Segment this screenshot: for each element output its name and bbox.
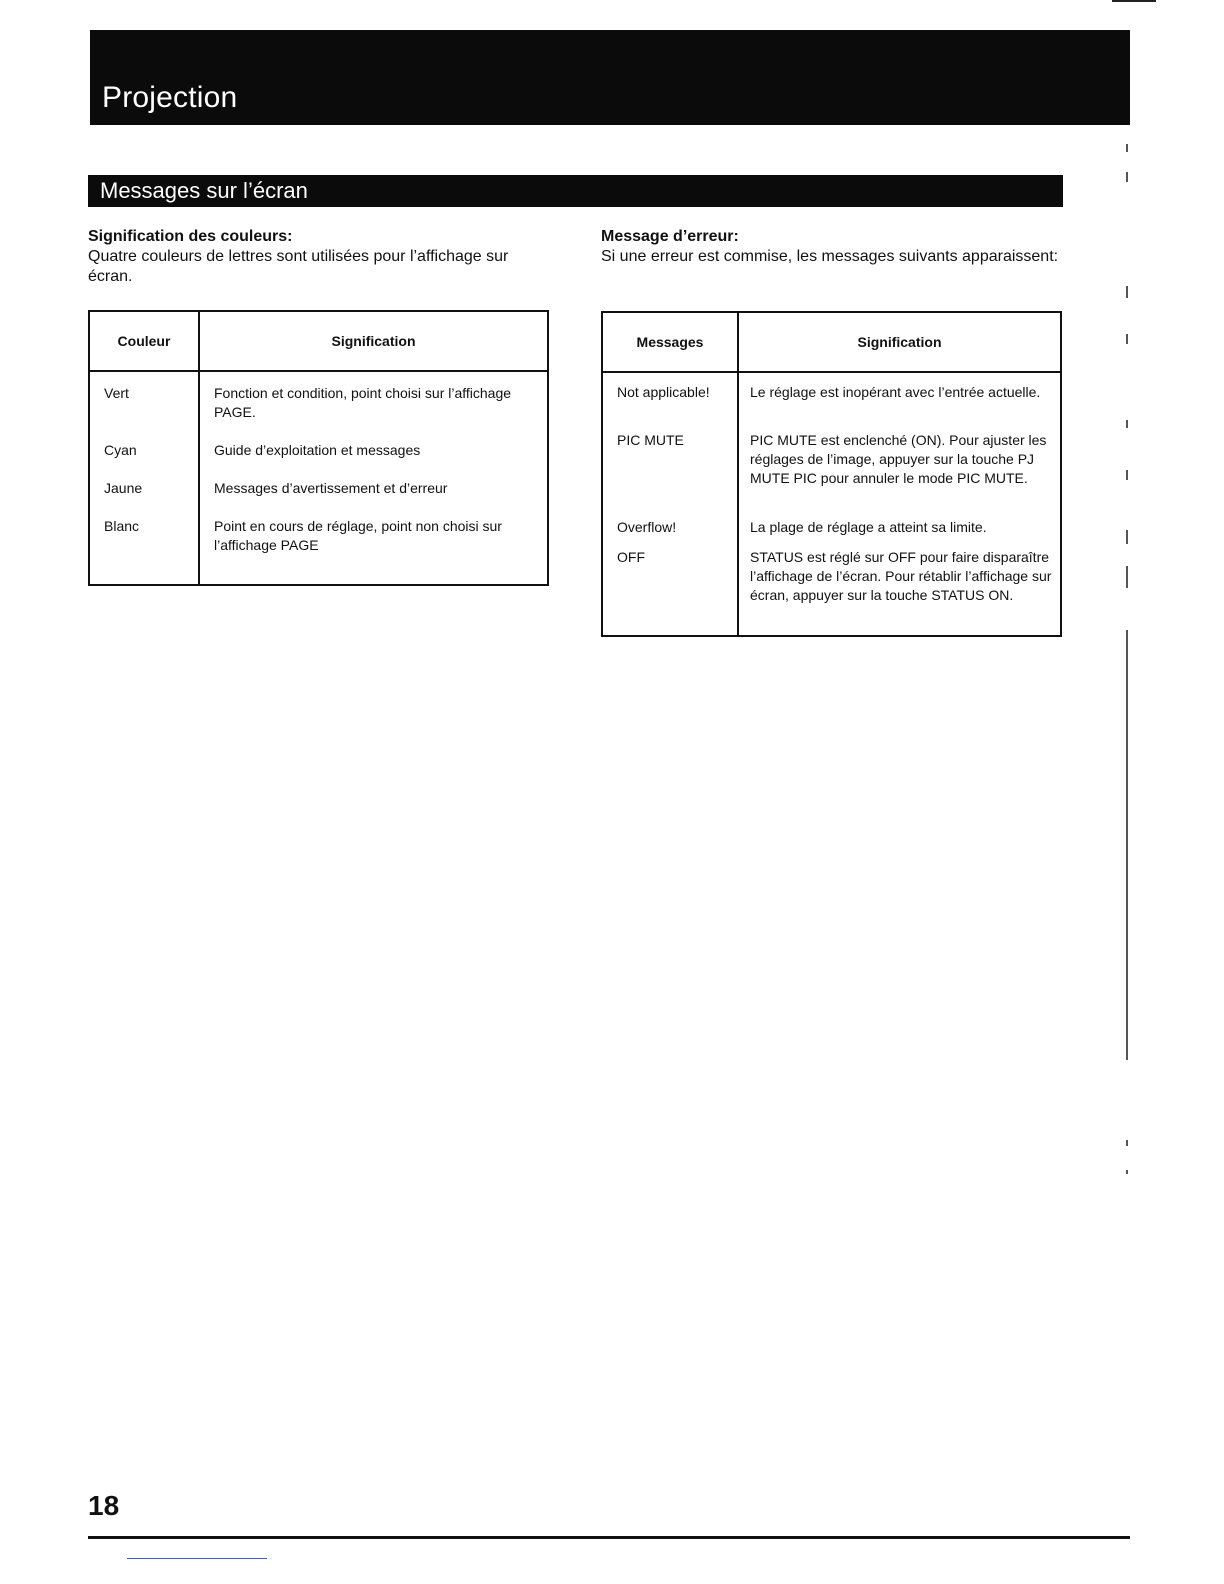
colors-heading: Signification des couleurs: <box>88 228 293 245</box>
table-row-value: Messages d’avertissement et d’erreur <box>214 480 448 496</box>
colors-intro <box>88 227 550 287</box>
colors-column-header: Couleur <box>89 311 199 371</box>
table-row-value: Point en cours de réglage, point non choisi sur l’affichage PAGE <box>214 518 502 553</box>
table-row-value: PIC MUTE est enclenché (ON). Pour ajuster les réglages de l’image, appuyer sur la touche PJ MUTE PIC pour annuler le mode PIC MUTE. <box>750 432 1047 486</box>
colors-table <box>88 310 549 586</box>
errors-heading: Message d’erreur: <box>601 228 739 245</box>
table-row-value: Fonction et condition, point choisi sur l’affichage PAGE. <box>214 385 512 420</box>
section-bar <box>88 175 1063 207</box>
errors-column-header: Messages <box>602 312 738 372</box>
table-row-label: Blanc <box>104 518 140 534</box>
bottom-rule <box>88 1536 1130 1539</box>
errors-column-header: Signification <box>738 312 1061 372</box>
page-number: 18 <box>88 1490 120 1521</box>
scan-edge-marks <box>1126 120 1130 1180</box>
top-rule <box>1112 0 1156 2</box>
table-row-value: Guide d’exploitation et messages <box>214 442 421 458</box>
table-row-value: Le réglage est inopérant avec l’entrée actuelle. <box>750 384 1041 400</box>
errors-meaning-cell <box>738 372 1061 636</box>
table-row-label: Jaune <box>104 480 143 496</box>
section-title: Messages sur l’écran <box>100 178 308 203</box>
table-row-label: Vert <box>104 385 129 401</box>
table-row-value: La plage de réglage a atteint sa limite. <box>750 519 987 535</box>
table-row-label: Not applicable! <box>617 384 710 400</box>
page-title: Projection <box>102 81 238 114</box>
errors-intro <box>601 227 1063 267</box>
table-row-value: STATUS est réglé sur OFF pour faire disparaître l’affichage de l’écran. Pour rétablir l’affichage sur écran, appuyer sur la touche STATUS ON. <box>750 549 1052 603</box>
header-bar <box>90 30 1130 125</box>
colors-meaning-cell <box>199 371 548 585</box>
colors-intro-text: Quatre couleurs de lettres sont utilisées pour l’affichage sur écran. <box>88 248 509 285</box>
colors-column-header: Signification <box>199 311 548 371</box>
table-row-label: OFF <box>617 549 645 565</box>
errors-table <box>601 311 1062 637</box>
colors-name-cell <box>89 371 199 585</box>
table-row-label: PIC MUTE <box>617 432 684 448</box>
errors-name-cell <box>602 372 738 636</box>
errors-intro-text: Si une erreur est commise, les messages suivants apparaissent: <box>601 248 1059 265</box>
table-row-label: Overflow! <box>617 519 677 535</box>
footer-underline <box>127 1558 267 1559</box>
table-row-label: Cyan <box>104 442 137 458</box>
